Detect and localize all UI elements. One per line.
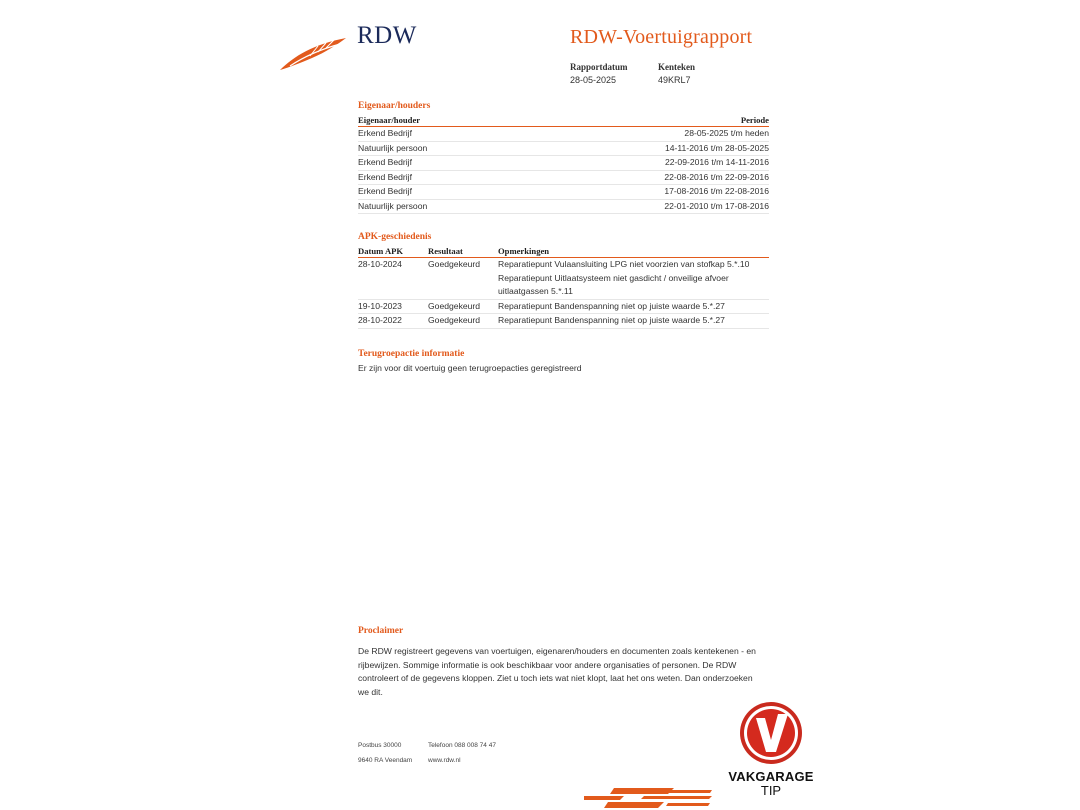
disclaimer-line: De RDW registreert gegevens van voertuigen, eigenaren/houders en documenten zoals kentekenen - en bbox=[358, 646, 756, 656]
period-cell: 14-11-2016 t/m 28-05-2025 bbox=[665, 142, 769, 153]
apk-remarks-cell bbox=[498, 314, 769, 328]
table-row bbox=[358, 171, 769, 186]
vakgarage-label: VAKGARAGE bbox=[728, 769, 814, 784]
disclaimer-text bbox=[358, 645, 768, 699]
disclaimer-line: controleert of de gegevens kloppen. Ziet u toch iets wat niet klopt, laat het ons weten. Dan onderzoeken bbox=[358, 673, 753, 683]
apk-date-cell: 28-10-2024 bbox=[358, 259, 402, 269]
table-row bbox=[358, 300, 769, 315]
owners-table-header bbox=[358, 114, 769, 127]
vakgarage-tip-label: TIP bbox=[760, 783, 782, 798]
apk-result-cell: Goedgekeurd bbox=[428, 300, 481, 311]
table-row bbox=[358, 156, 769, 171]
rdw-stripes-decoration bbox=[584, 786, 714, 810]
apk-date-cell: 28-10-2022 bbox=[358, 315, 402, 325]
report-title: RDW-Voertuigrapport bbox=[570, 26, 753, 48]
disclaimer-line: rijbewijzen. Sommige informatie is ook beschikbaar voor andere organisaties of personen. De RDW bbox=[358, 659, 737, 670]
apk-remarks-cell bbox=[498, 258, 769, 299]
apk-table-header bbox=[358, 245, 769, 258]
recall-section-title: Terugroepactie informatie bbox=[358, 349, 465, 359]
vakgarage-tip-badge bbox=[726, 700, 816, 797]
table-row bbox=[358, 142, 769, 157]
apk-remark-line: uitlaatgassen 5.*.11 bbox=[498, 286, 573, 296]
table-row bbox=[358, 185, 769, 200]
apk-remarks-column-header: Opmerkingen bbox=[498, 246, 550, 256]
apk-result-cell: Goedgekeurd bbox=[428, 315, 481, 325]
owner-cell: Erkend Bedrijf bbox=[358, 128, 412, 138]
disclaimer-line: we dit. bbox=[358, 686, 383, 697]
period-cell: 22-09-2016 t/m 14-11-2016 bbox=[665, 157, 769, 167]
apk-result-cell: Goedgekeurd bbox=[428, 259, 481, 269]
period-cell: 22-08-2016 t/m 22-09-2016 bbox=[664, 171, 769, 182]
apk-remark-line: Reparatiepunt Uitlaatsysteem niet gasdicht / onveilige afvoer bbox=[498, 272, 729, 283]
rdw-feather-logo bbox=[280, 36, 348, 72]
table-row bbox=[358, 314, 769, 329]
owner-cell: Erkend Bedrijf bbox=[358, 157, 412, 167]
period-column-header: Periode bbox=[740, 115, 769, 125]
period-cell: 22-01-2010 t/m 17-08-2016 bbox=[664, 200, 769, 211]
period-cell: 17-08-2016 t/m 22-08-2016 bbox=[664, 186, 769, 196]
disclaimer-section-title: Proclaimer bbox=[358, 626, 404, 636]
footer-postbus: Postbus 30000 bbox=[358, 742, 402, 749]
kenteken-label: Kenteken bbox=[658, 62, 695, 72]
apk-remark-line: Reparatiepunt Bandenspanning niet op juiste waarde 5.*.27 bbox=[498, 300, 725, 311]
apk-table bbox=[358, 245, 769, 329]
apk-remark-line: Reparatiepunt Bandenspanning niet op juiste waarde 5.*.27 bbox=[498, 315, 725, 325]
owners-section-title: Eigenaar/houders bbox=[358, 101, 431, 111]
rapportdatum-value: 28-05-2025 bbox=[570, 75, 617, 85]
apk-result-column-header: Resultaat bbox=[428, 246, 463, 256]
apk-date-cell: 19-10-2023 bbox=[358, 300, 402, 311]
owners-table bbox=[358, 114, 769, 214]
rapportdatum-label: Rapportdatum bbox=[570, 62, 628, 72]
table-row bbox=[358, 258, 769, 300]
period-cell: 28-05-2025 t/m heden bbox=[684, 128, 769, 138]
owner-cell: Erkend Bedrijf bbox=[358, 171, 412, 182]
footer-website: www.rdw.nl bbox=[428, 757, 461, 764]
owner-cell: Natuurlijk persoon bbox=[358, 200, 428, 211]
apk-date-column-header: Datum APK bbox=[358, 246, 404, 256]
apk-section-title: APK-geschiedenis bbox=[358, 232, 432, 242]
apk-remark-line: Reparatiepunt Vulaansluiting LPG niet voorzien van stofkap 5.*.10 bbox=[498, 259, 750, 269]
kenteken-value: 49KRL7 bbox=[658, 75, 691, 85]
footer-telefoon: Telefoon 088 008 74 47 bbox=[428, 742, 496, 749]
table-row bbox=[358, 200, 769, 215]
owner-cell: Natuurlijk persoon bbox=[358, 142, 428, 153]
owner-cell: Erkend Bedrijf bbox=[358, 186, 412, 196]
apk-remarks-cell bbox=[498, 300, 769, 314]
table-row bbox=[358, 127, 769, 142]
owner-column-header: Eigenaar/houder bbox=[358, 115, 421, 125]
vakgarage-check-icon bbox=[738, 700, 804, 766]
rdw-logo-text: RDW bbox=[357, 22, 417, 49]
recall-text: Er zijn voor dit voertuig geen terugroepacties geregistreerd bbox=[358, 363, 582, 373]
footer-postcode: 9640 RA Veendam bbox=[358, 757, 413, 764]
